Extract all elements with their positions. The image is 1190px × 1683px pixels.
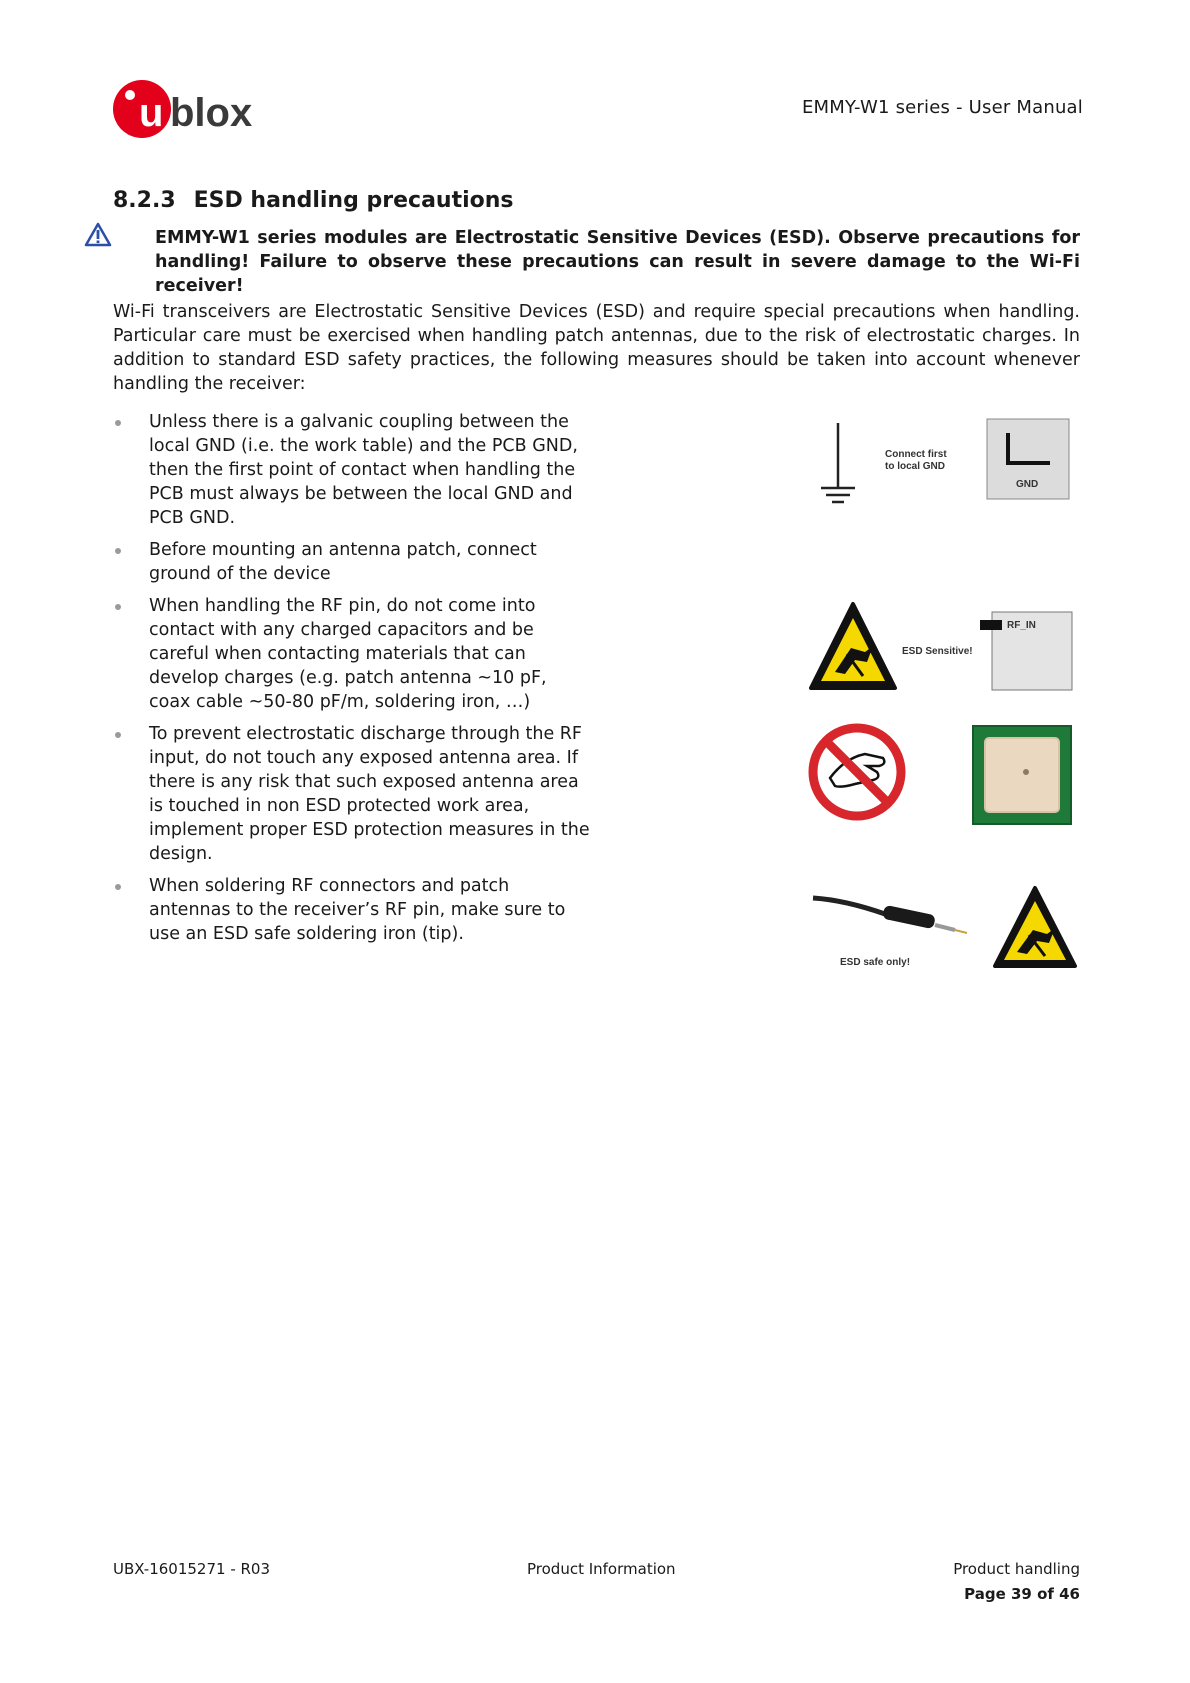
patch-antenna-icon xyxy=(973,726,1071,824)
svg-text:u: u xyxy=(139,91,164,135)
figure-connect-ground xyxy=(805,405,1080,520)
bullet-icon xyxy=(115,420,121,426)
soldering-iron-icon xyxy=(813,898,967,933)
precautions-list xyxy=(113,410,593,954)
esd-warning-icon xyxy=(811,604,895,688)
fig4-label: ESD safe only! xyxy=(840,957,911,968)
section-heading xyxy=(113,188,514,213)
document-title: EMMY-W1 series - User Manual xyxy=(801,97,1083,118)
section-title: ESD handling precautions xyxy=(193,188,514,213)
figure-esd-sensitive xyxy=(805,590,1080,705)
footer-page-number: Page 39 of 46 xyxy=(964,1585,1080,1603)
list-item: When handling the RF pin, do not come into contact with any charged capacitors and be careful when contacting materials that can develop charges (e.g. patch antenna ~10 pF, coax cable ~50-80 pF/m, soldering iron, …) xyxy=(113,594,593,714)
footer-classification: Product Information xyxy=(527,1560,676,1578)
list-item: Before mounting an antenna patch, connect ground of the device xyxy=(113,538,593,586)
list-item: To prevent electrostatic discharge through the RF input, do not touch any exposed antenna area. If there is any risk that such exposed antenna area is touched in non ESD protected work area, implement proper ESD protection measures in the design. xyxy=(113,722,593,866)
bullet-icon xyxy=(115,732,121,738)
intro-paragraph: Wi-Fi transceivers are Electrostatic Sensitive Devices (ESD) and require special precautions when handling. Particular care must be exercised when handling patch antennas, due to the risk of electrostatic charges. In addition to standard ESD safety practices, the following measures should be taken into account whenever handling the receiver: xyxy=(113,302,1080,394)
warning-triangle-icon xyxy=(84,222,112,247)
section-number: 8.2.3 xyxy=(113,188,176,213)
bullet-icon xyxy=(115,884,121,890)
ground-symbol-icon xyxy=(821,423,855,502)
list-item: When soldering RF connectors and patch antennas to the receiver’s RF pin, make sure to use an ESD safe soldering iron (tip). xyxy=(113,874,593,946)
figure-no-touch-antenna xyxy=(805,718,1080,833)
fig1-gnd-label: GND xyxy=(1016,479,1039,490)
warning-text: EMMY-W1 series modules are Electrostatic Sensitive Devices (ESD). Observe precautions for handling! Failure to observe these precautions can result in severe damage to the Wi-Fi receiver! xyxy=(155,228,1080,296)
svg-text:blox: blox xyxy=(170,91,253,135)
figure-esd-soldering-iron xyxy=(805,870,1080,985)
fig2-pin-label: RF_IN xyxy=(1007,620,1036,631)
fig1-label-line2: to local GND xyxy=(885,461,946,472)
footer-chapter: Product handling xyxy=(953,1560,1080,1578)
no-touch-icon xyxy=(813,728,901,816)
footer-doc-id: UBX-16015271 - R03 xyxy=(113,1560,271,1578)
bullet-icon xyxy=(115,548,121,554)
list-item: Unless there is a galvanic coupling between the local GND (i.e. the work table) and the PCB GND, then the first point of contact when handling the PCB must always be between the local GND and PCB GND. xyxy=(113,410,593,530)
esd-warning-icon-2 xyxy=(995,888,1075,966)
fig2-label: ESD Sensitive! xyxy=(902,646,973,657)
bullet-icon xyxy=(115,604,121,610)
fig1-label-line1: Connect first xyxy=(885,449,947,460)
ublox-logo xyxy=(112,78,272,140)
